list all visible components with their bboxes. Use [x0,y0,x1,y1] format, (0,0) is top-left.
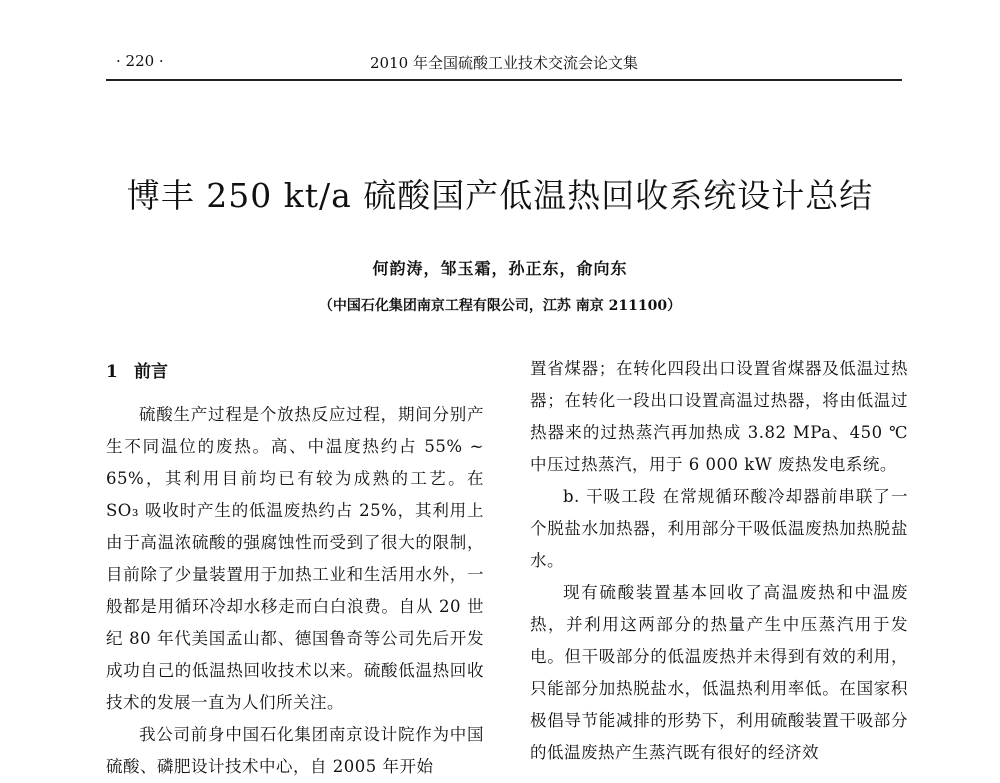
author-list: 何韵涛，邹玉霜，孙正东，俞向东 [372,259,628,278]
right-column [530,353,908,769]
section-heading [106,357,484,381]
body-paragraph: 现有硫酸装置基本回收了高温废热和中温废热，并利用这两部分的热量产生中压蒸汽用于发电。但干吸部分的低温废热并未得到有效的利用，只能部分加热脱盐水，低温热利用率低。在国家积极倡导节能减排的形势下，利用硫酸装置干吸部分的低温废热产生蒸汽既有很好的经济效 [530,583,908,762]
body-paragraph: 硫酸生产过程是个放热反应过程，期间分别产生不同温位的废热。高、中温度热约占 55% ~ 65%，其利用目前均已有较为成熟的工艺。在 SO₃ 吸收时产生的低温废热约占 25%，其利用上由于高温浓硫酸的强腐蚀性而受到了很大的限制，目前除了少量装置用于加热工业和生活用水外，一般都是用循环冷却水移走而白白浪费。自从 20 世纪 80 年代美国孟山都、德国鲁奇等公司先后开发成功自己的低温热回收技术以来。硫酸低温热回收技术的发展一直为人们所关注。 [106,405,484,712]
left-column [106,353,484,783]
body-paragraph: 我公司前身中国石化集团南京设计院作为中国硫酸、磷肥设计技术中心，自 2005 年开始 [106,725,484,776]
article-title: 博丰 250 kt/a 硫酸国产低温热回收系统设计总结 [126,176,874,215]
body-paragraph: 置省煤器；在转化四段出口设置省煤器及低温过热器；在转化一段出口设置高温过热器，将由低温过热器来的过热蒸汽再加热成 3.82 MPa、450 ℃中压过热蒸汽，用于 6 000 kW 废热发电系统。 [530,359,908,474]
running-header [106,52,902,74]
body-paragraph: b. 干吸工段 在常规循环酸冷却器前串联了一个脱盐水加热器，利用部分干吸低温废热加热脱盐水。 [530,487,908,570]
running-title: 2010 年全国硫酸工业技术交流会论文集 [370,54,638,72]
section-number: 1 [106,362,118,382]
header-rule [106,79,902,81]
author-affiliation: （中国石化集团南京工程有限公司，江苏 南京 211100） [318,298,682,314]
section-title: 前言 [134,362,168,382]
page-number: · 220 · [116,52,164,70]
